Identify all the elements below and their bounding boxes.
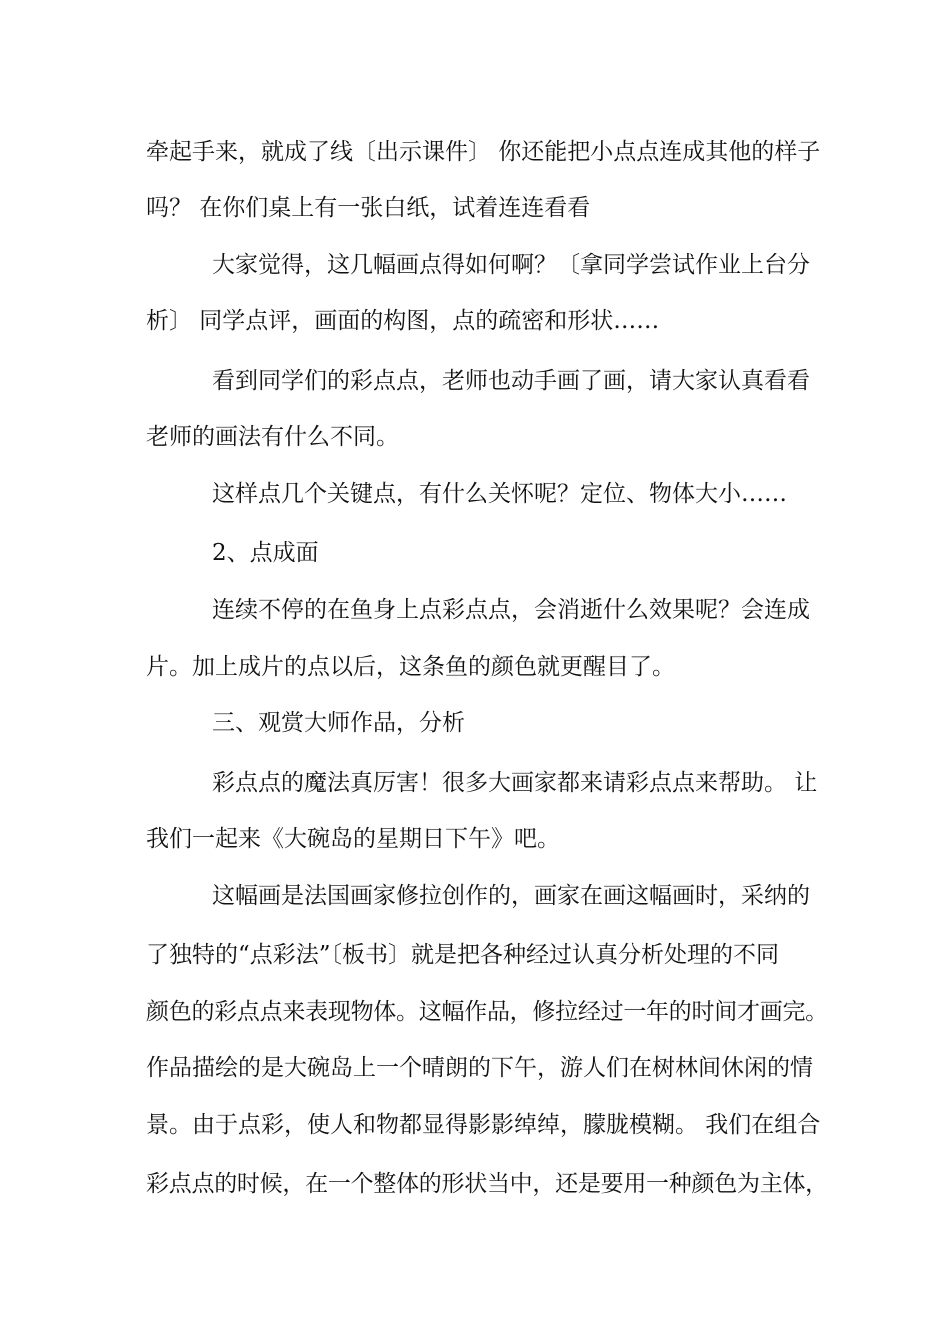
text-line: 颜色的彩点点来表现物体。这幅作品，修拉经过一年的时间才画完。 [146, 999, 828, 1025]
text-line: 彩点点的魔法真厉害！很多大画家都来请彩点点来帮助。 让 [212, 770, 818, 796]
text-line: 连续不停的在鱼身上点彩点点，会消逝什么效果呢？会连成 [212, 597, 810, 623]
text-line: 我们一起来《大碗岛的星期日下午》吧。 [146, 826, 560, 852]
text-line: 大家觉得，这几幅画点得如何啊？〔拿同学尝试作业上台分 [212, 252, 810, 278]
text-line: 片。加上成片的点以后，这条鱼的颜色就更醒目了。 [146, 654, 675, 680]
text-line: 这幅画是法国画家修拉创作的，画家在画这幅画时，采纳的 [212, 883, 810, 909]
text-line: 了独特的“点彩法”〔板书〕就是把各种经过认真分析处理的不同 [146, 942, 780, 968]
text-line: 吗？ 在你们桌上有一张白纸，试着连连看看 [146, 195, 591, 221]
text-line: 析〕 同学点评，画面的构图，点的疏密和形状…… [146, 308, 660, 334]
text-line: 景。由于点彩，使人和物都显得影影绰绰，朦胧模糊。 我们在组合 [146, 1112, 821, 1138]
section-heading: 三、观赏大师作品，分析 [212, 710, 465, 736]
text-line: 牵起手来，就成了线〔出示课件〕 你还能把小点点连成其他的样子 [146, 139, 821, 165]
text-line: 老师的画法有什么不同。 [146, 424, 399, 450]
text-line: 看到同学们的彩点点，老师也动手画了画，请大家认真看看 [212, 368, 810, 394]
text-line: 这样点几个关键点，有什么关怀呢？定位、物体大小…… [212, 481, 787, 507]
text-line: 作品描绘的是大碗岛上一个晴朗的下午，游人们在树林间休闲的情 [146, 1055, 813, 1081]
text-line: 彩点点的时候，在一个整体的形状当中，还是要用一种颜色为主体， [146, 1171, 828, 1197]
section-heading: 2、点成面 [212, 540, 319, 566]
